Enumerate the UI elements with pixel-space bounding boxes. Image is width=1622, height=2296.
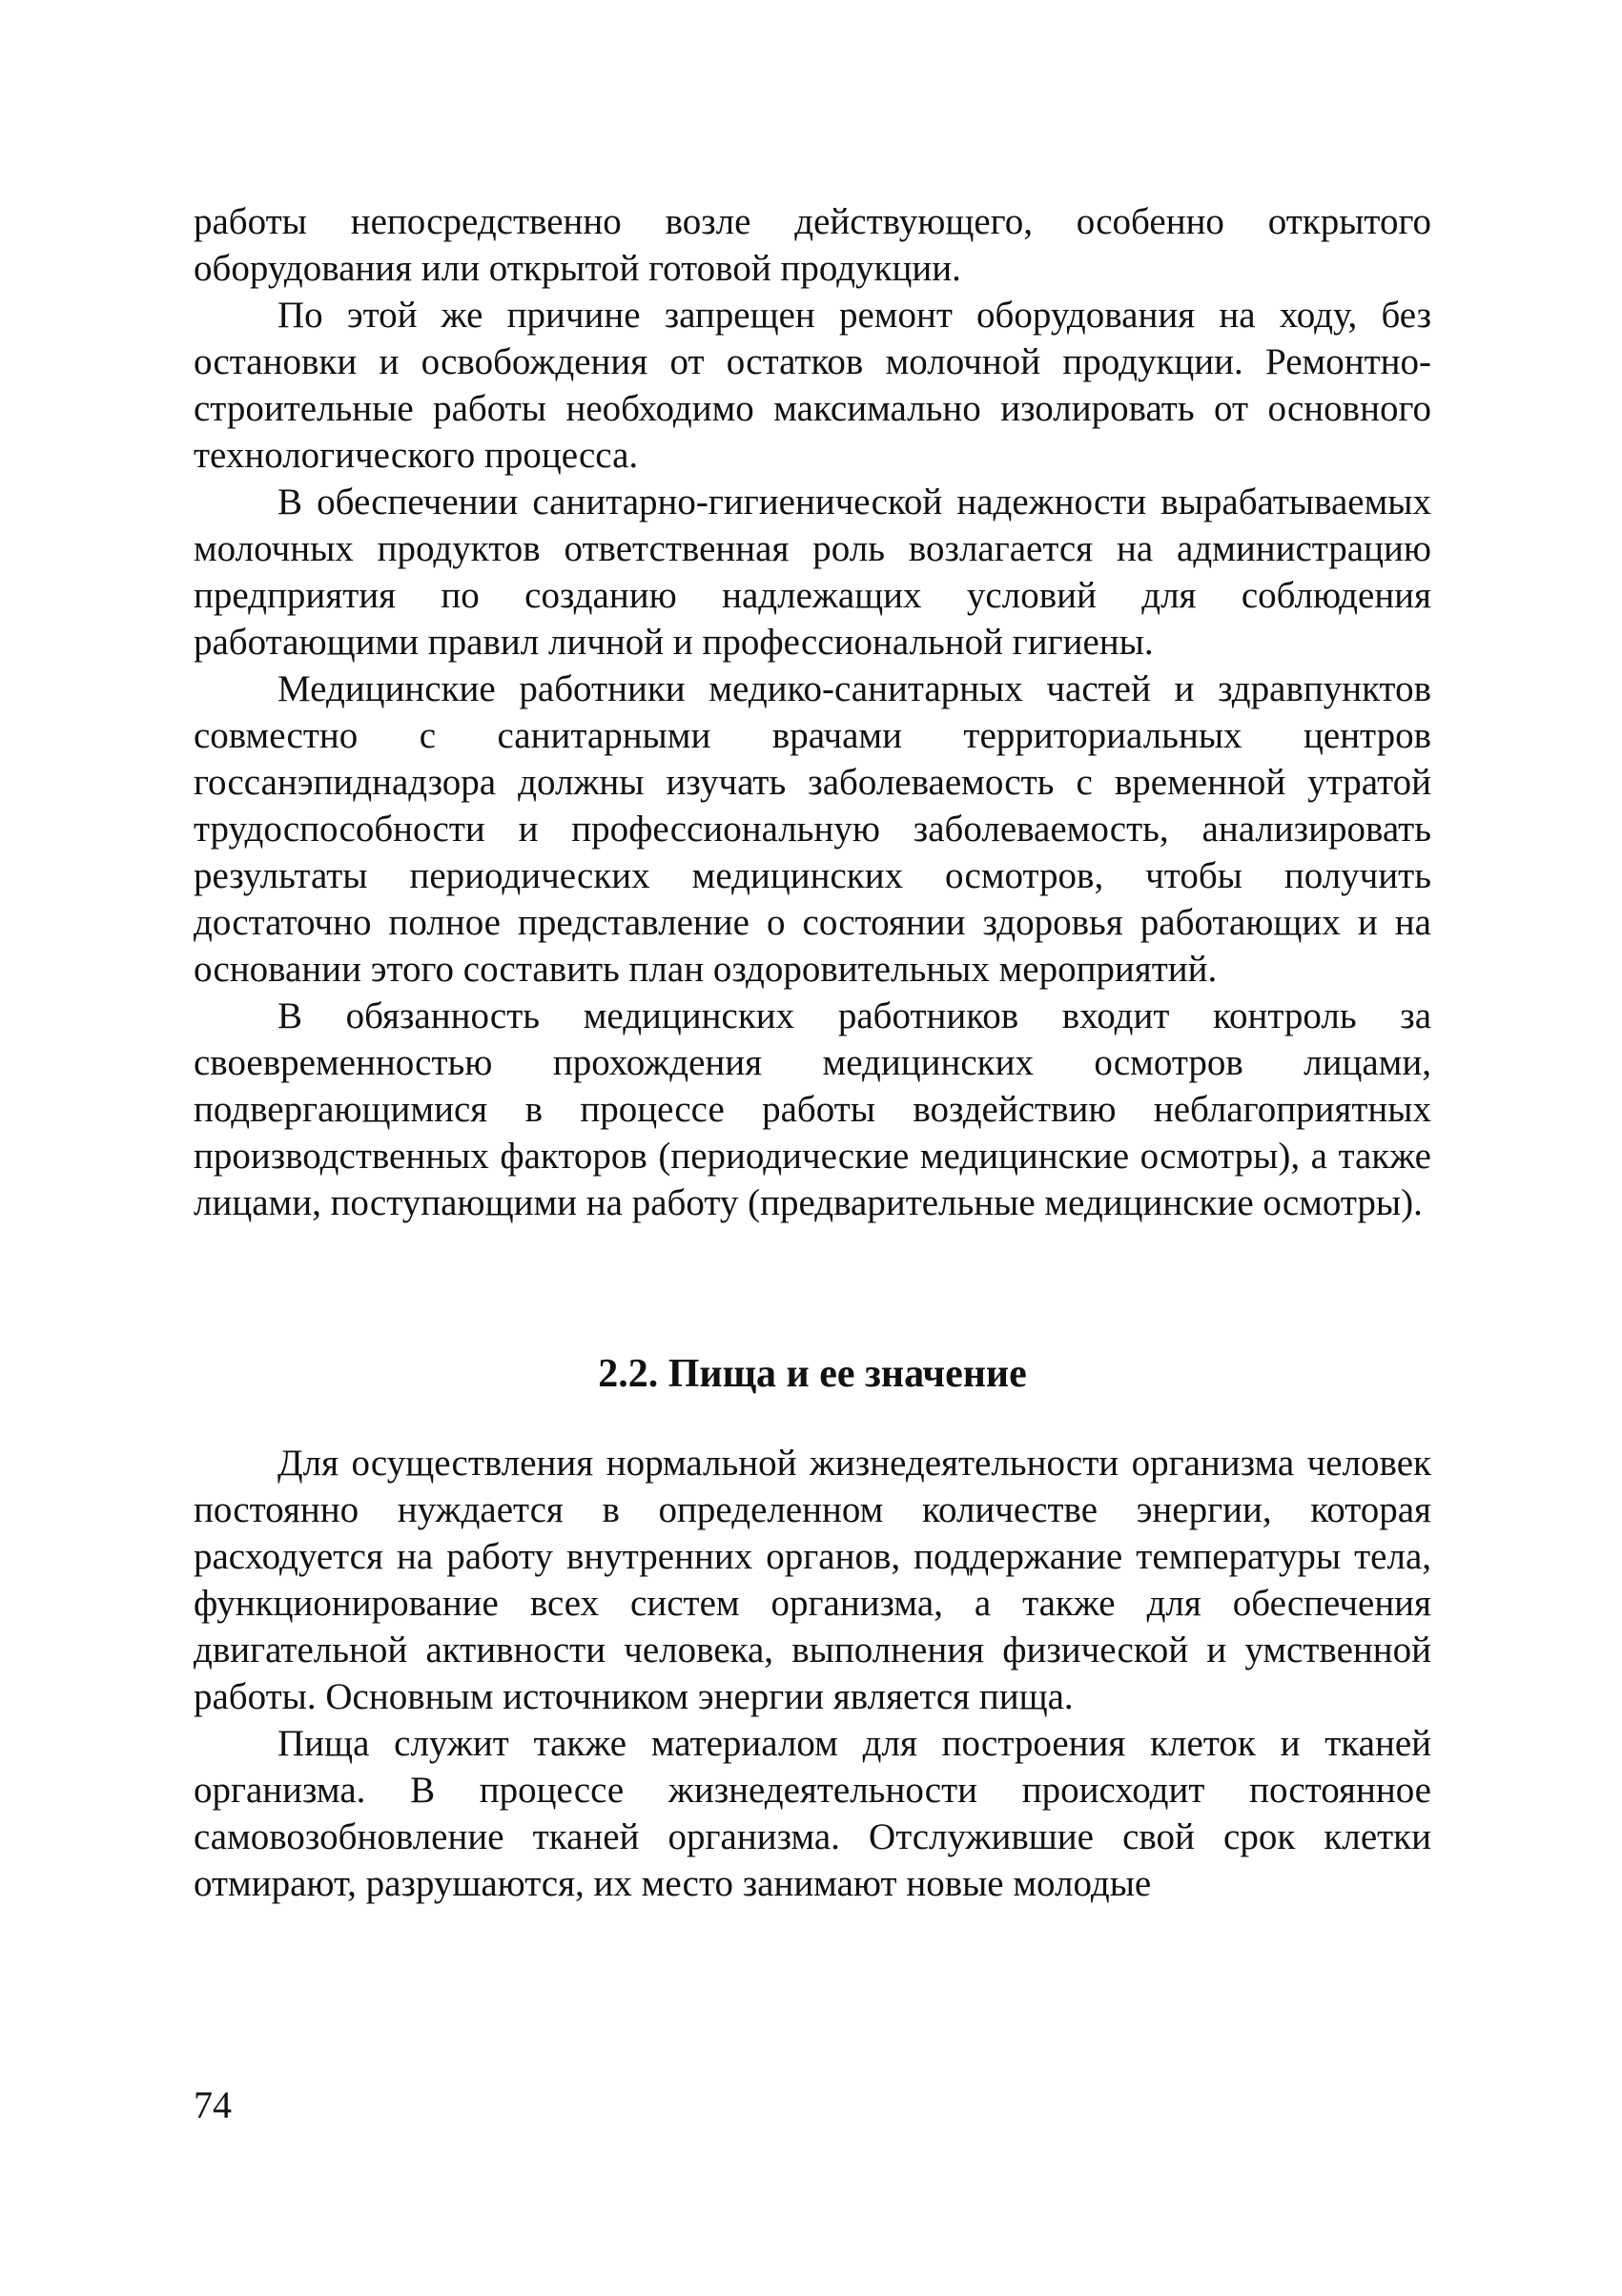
page-number: 74 <box>194 2083 232 2126</box>
paragraph-building-material: Пища служит также материалом для построения клеток и тканей организма. В процессе жизнедеятельности происходит постоянное самовозобновление тканей организма. Отслужившие свой срок клетки отмирают, разрушаются, их место занимают новые молодые <box>194 1723 1431 1904</box>
text-section-before-heading <box>194 198 1431 1226</box>
text-section-after-heading <box>194 1440 1431 1907</box>
paragraph-medical-checkups: В обязанность медицинских работников входит контроль за своевременностью прохождения медицинских осмотров лицами, подвергающимися в процессе работы воздействию неблагоприятных производственных факторов (периодические медицинские осмотры), а также лицами, поступающими на работу (предварительные медицинские осмотры). <box>194 995 1431 1223</box>
paragraph-continuation: работы непосредственно возле действующего, особенно открытого оборудования или открытой готовой продукции. <box>194 201 1431 289</box>
paragraph-administration-role: В обеспечении санитарно-гигиенической надежности вырабатываемых молочных продуктов ответственная роль возлагается на администрацию предприятия по созданию надлежащих условий для соблюдения работающими правил личной и профессиональной гигиены. <box>194 482 1431 663</box>
section-heading: 2.2. Пища и ее значение <box>598 1352 1027 1396</box>
paragraph-repair-ban: По этой же причине запрещен ремонт оборудования на ходу, без остановки и освобождения от остатков молочной продукции. Ремонтно-строительные работы необходимо максимально изолировать от основного технологического процесса. <box>194 295 1431 476</box>
paragraph-medical-workers: Медицинские работники медико-санитарных частей и здравпунктов совместно с санитарными врачами территориальных центров госсанэпиднадзора должны изучать заболеваемость с временной утратой трудоспособности и профессиональную заболеваемость, анализировать результаты периодических медицинских осмотров, чтобы получить достаточно полное представление о состоянии здоровья работающих и на основании этого составить план оздоровительных мероприятий. <box>194 668 1431 990</box>
paragraph-energy-needs: Для осуществления нормальной жизнедеятельности организма человек постоянно нуждается в определенном количестве энергии, которая расходуется на работу внутренних органов, поддержание температуры тела, функционирование всех систем организма, а также для обеспечения двигательной активности человека, выполнения физической и умственной работы. Основным источником энергии является пища. <box>194 1443 1431 1717</box>
